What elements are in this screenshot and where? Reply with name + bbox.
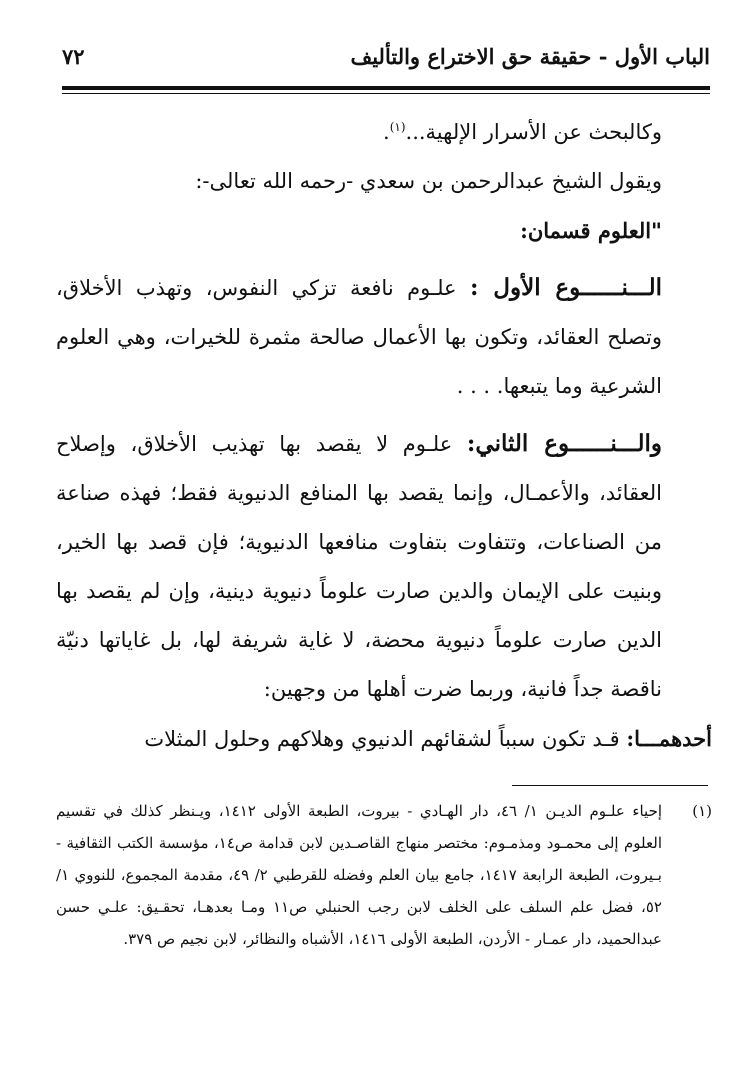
footnote-number: (١) bbox=[692, 802, 712, 820]
footnote-item bbox=[56, 795, 712, 955]
running-header bbox=[62, 40, 710, 82]
header-rule-thick bbox=[62, 86, 710, 90]
text-line-saadi: ويقول الشيخ عبدالرحمن بن سعدي -رحمه الله تعالى-: bbox=[195, 169, 662, 193]
paragraph-first-type bbox=[56, 263, 712, 411]
footnote-text: إحياء علـوم الديـن ١/ ٤٦، دار الهـادي - بيروت، الطبعة الأولى ١٤١٢، ويـنظر كذلك في تقسيم العلوم إلى محمـود ومذمـوم: مختصر منهاج القاصـدين لابن قدامة ص١٤، مؤسسة الكتب الثقافية - بـيروت، الطبعة الرابعة ١٤١٧، جامع بيان العلم وفضله للقرطبي ٢/ ٤٩، مقدمة المجموع، للنووي ١/ ٥٢، فضل علم السلف على الخلف لابن رجب الحنبلي ص١١ ومـا بعدهـا، تحقـيق: علـي حسن عبدالحميد، دار عمـار - الأردن، الطبعة الأولى ١٤١٦، الأشباه والنظائر، لابن نجيم ص ٣٧٩. bbox=[56, 802, 663, 948]
text-line-sciences: "العلوم قسمان: bbox=[520, 218, 662, 243]
first-aspect-text: قـد تكون سبباً لشقائهم الدنيوي وهلاكهم وحلول المثلات bbox=[144, 727, 620, 751]
main-text bbox=[56, 108, 712, 764]
first-type-text: علـوم نافعة تزكي النفوس، وتهذب الأخلاق، وتصلح العقائد، وتكون بها الأعمال صالحة مثمرة للخيرات، وهي العلوم الشرعية وما يتبعها. . . . bbox=[56, 276, 662, 398]
second-type-lead: والـــنــــــوع الثاني: bbox=[466, 430, 662, 457]
second-type-text: علـوم لا يقصد بها تهذيب الأخلاق، وإصلاح العقائد، والأعمـال، وإنما يقصد بها المنافع الدنيوية فقط؛ فهذه صناعة من الصناعات، وتتفاوت بتفاوت منافعها الدنيوية؛ فإن قصد بها الخير، وبنيت على الإيمان والدين صارت علوماً دنيوية دينية، وإن لم يقصد بها الدين صارت علوماً دنيوية محضة، لا غاية شريفة لها، بل غاياتها دنيّة ناقصة جداً فانية، وربما ضرت أهلها من وجهين: bbox=[56, 432, 662, 701]
paragraph-second-type bbox=[56, 419, 712, 714]
footnote-ref: (١) bbox=[389, 120, 406, 134]
footnotes bbox=[56, 795, 712, 955]
first-aspect-lead: أحدهمـــا: bbox=[626, 726, 712, 751]
first-type-lead: الـــنــــــوع الأول : bbox=[470, 274, 662, 301]
chapter-title: الباب الأول - حقيقة حق الاختراع والتأليف bbox=[350, 44, 710, 69]
text-line-quote-end: وكالبحث عن الأسرار الإلهية...$^{(١)}$. bbox=[383, 120, 662, 144]
page-number: ٧٢ bbox=[62, 44, 85, 69]
header-rule-thin bbox=[62, 93, 710, 94]
paragraph-first-aspect bbox=[56, 714, 712, 764]
footnote-separator bbox=[512, 785, 708, 786]
